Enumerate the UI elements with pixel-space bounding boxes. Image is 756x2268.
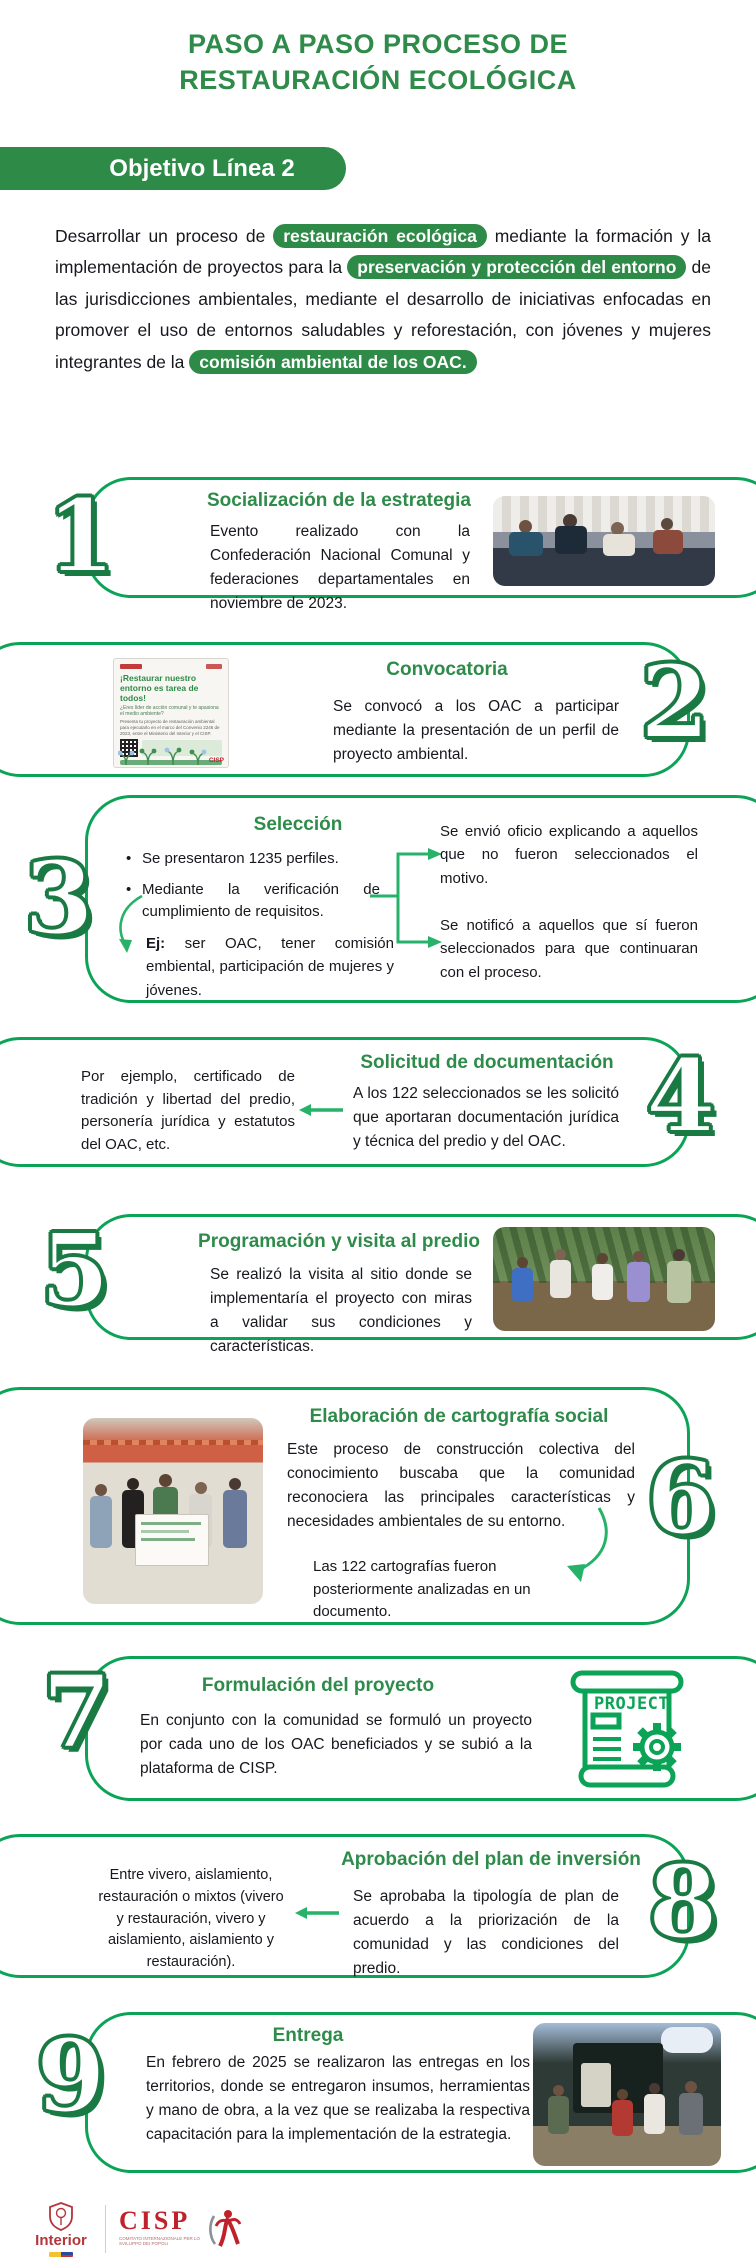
photo-torso: [90, 1496, 112, 1548]
photo-torso: [627, 1262, 650, 1302]
step7-card: [85, 1656, 756, 1801]
step3-bullets: [126, 848, 380, 932]
objective-paragraph: [55, 221, 711, 379]
photo-torso: [612, 2100, 633, 2136]
flag-blue-red: [61, 2252, 73, 2257]
photo-torso: [550, 1260, 571, 1298]
photo-person: [649, 2083, 660, 2094]
photo-roof-edge: [83, 1440, 263, 1445]
photo-torso: [667, 1261, 691, 1303]
photo-person: [553, 2085, 564, 2096]
step3-bullet-1: • Se presentaron 1235 perfiles.: [126, 848, 380, 871]
photo-torso: [512, 1268, 533, 1302]
photo-map-line: [141, 1538, 195, 1541]
step3-number: 3: [24, 839, 94, 957]
photo-person: [555, 1249, 566, 1260]
step8-body: Se aprobaba la tipología de plan de acuerdo a la priorización de la comunidad y las condiciones del predio.: [353, 1888, 619, 1978]
photo-person: [127, 1478, 139, 1490]
step2-title: Convocatoria: [386, 659, 508, 680]
step4-number: 4: [646, 1037, 716, 1155]
interior-crest-icon: [48, 2201, 74, 2231]
photo-torso: [592, 1264, 613, 1300]
step9-number: 9: [36, 2017, 106, 2135]
step5-photo: [493, 1227, 715, 1331]
step5-title: Programación y visita al predio: [198, 1231, 480, 1252]
step4-title: Solicitud de documentación: [360, 1052, 614, 1073]
poster-seedlings: [118, 745, 224, 765]
photo-torso: [223, 1490, 247, 1548]
step4-card: [0, 1037, 690, 1167]
objective-badge: Objetivo Línea 2: [0, 147, 346, 190]
curved-down-left-arrow-icon: [557, 1506, 613, 1586]
step5-number: 5: [40, 1211, 110, 1329]
photo-sacks: [581, 2063, 611, 2107]
photo-cloud: [661, 2027, 713, 2053]
step2-poster-image: [113, 658, 229, 768]
step6-body: Este proceso de construcción colectiva del conocimiento buscaba que la comunidad reconociera las principales características y necesidades ambientales de su entorno.: [287, 1441, 635, 1531]
step6-title: Elaboración de cartografía social: [309, 1406, 609, 1427]
step9-card: [85, 2012, 756, 2173]
page-title: [0, 26, 756, 99]
step6-number: 6: [646, 1439, 716, 1557]
photo-torso: [653, 530, 683, 554]
photo-torso: [548, 2096, 569, 2134]
step8-side-note: Entre vivero, aislamiento, restauración o mixtos (vivero y restauración, vivero y aislamiento, aislamiento y restauración).: [98, 1867, 284, 1970]
step3-title: Selección: [253, 814, 343, 835]
step4-side-note: Por ejemplo, certificado de tradición y libertad del predio, personería jurídica y estatutos del OAC, etc.: [81, 1068, 295, 1153]
photo-person: [517, 1257, 528, 1268]
step7-body: En conjunto con la comunidad se formuló un proyecto por cada uno de los OAC beneficiados y se subió a la plataforma de CISP.: [140, 1712, 532, 1778]
page-title-line1: PASO A PASO PROCESO DE: [187, 29, 569, 59]
photo-person: [159, 1474, 172, 1487]
step3-branch-bottom: Se notificó a aquellos que sí fueron seleccionados para que continuaran con el proceso.: [440, 917, 698, 981]
photo-map-line: [141, 1522, 201, 1525]
step1-title: Socialización de la estrategia: [207, 490, 471, 511]
step3-example-text: ser OAC, tener comisión embiental, participación de mujeres y jóvenes.: [146, 935, 394, 999]
photo-torso: [509, 532, 543, 556]
page-title-line2: RESTAURACIÓN ECOLÓGICA: [179, 65, 577, 96]
step7-title: Formulación del proyecto: [201, 1675, 435, 1696]
photo-person: [95, 1484, 107, 1496]
photo-person: [661, 518, 673, 530]
interior-logo: [30, 2201, 92, 2257]
step3-example-label: Ej:: [146, 935, 166, 952]
step6-card: [0, 1387, 690, 1625]
poster-subtitle-2: Presenta tu proyecto de restauración ambiental para ejecutarlo en el marco del Convenio 2246 de 2023, entre el Ministerio del Interior y el CISP.: [120, 719, 220, 736]
intro-seg2: mediante la formación y la implementación de proyectos para la: [55, 225, 711, 277]
step4-body: A los 122 seleccionados se les solicitó que aportaran documentación jurídica y técnica del predio y del OAC.: [353, 1085, 619, 1151]
step2-number: 2: [640, 643, 710, 761]
intro-highlight-1: restauración ecológica: [273, 224, 487, 248]
poster-subtitle-1: ¿Eres líder de acción comunal y te apasiona el medio ambiente?: [120, 705, 219, 718]
poster-headline: ¡Restaurar nuestro entorno es tarea de todos!: [120, 673, 199, 703]
step5-body: Se realizó la visita al sitio donde se implementaría el proyecto con miras a validar sus condiciones y características.: [210, 1266, 472, 1356]
colombia-flag-icon: [49, 2252, 73, 2257]
step5-card: [85, 1214, 756, 1356]
step8-number: 8: [648, 1843, 718, 1961]
photo-torso: [644, 2094, 665, 2134]
step6-photo: [83, 1418, 263, 1604]
step8-title: Aprobación del plan de inversión: [341, 1849, 641, 1870]
step3-branch-top: Se envió oficio explicando a aquellos que no fueron seleccionados el motivo.: [440, 823, 698, 887]
photo-person: [597, 1253, 608, 1264]
left-arrow-icon: [299, 1102, 345, 1118]
step8-card: [0, 1834, 690, 1978]
intro-highlight-3: comisión ambiental de los OAC.: [189, 350, 476, 374]
step1-card: [85, 477, 756, 613]
step3-card: [85, 795, 756, 1003]
step9-body: En febrero de 2025 se realizaron las entregas en los territorios, donde se entregaron insumos, herramientas y mano de obra, a la vez que se realizaba la respectiva capacitación para la implementación de la estrategia.: [146, 2054, 530, 2144]
step2-body: Se convocó a los OAC a participar mediante la presentación de un perfil de proyecto ambiental.: [333, 698, 619, 764]
photo-person: [617, 2089, 628, 2100]
photo-torso: [679, 2093, 703, 2135]
step3-bullet-2: • Mediante la verificación de cumplimiento de requisitos.: [126, 879, 380, 924]
intro-seg3: de las jurisdicciones ambientales, mediante el desarrollo de iniciativas enfocadas en promover el uso de entornos saludables y reforestación, con jóvenes y mujeres integrantes de la: [55, 257, 711, 372]
left-arrow-icon: [295, 1905, 341, 1921]
gobierno-mini-logo: [120, 664, 142, 669]
step1-body: Evento realizado con la Confederación Nacional Comunal y federaciones departamentales en noviembre de 2023.: [210, 523, 470, 613]
cisp-figure-icon: [208, 2208, 242, 2250]
cisp-logo: [119, 2208, 242, 2250]
cisp-subtitle: COMITATO INTERNAZIONALE PER LO SVILUPPO DEI POPOLI: [119, 2236, 201, 2247]
branch-bracket-arrows-icon: [368, 842, 448, 956]
seedlings-icon: [118, 745, 222, 765]
interior-mini-logo: [206, 664, 222, 669]
photo-person: [685, 2081, 697, 2093]
footer-divider: [105, 2205, 106, 2253]
photo-torso: [555, 526, 587, 554]
interior-label: Interior: [35, 2232, 87, 2249]
poster-logos: [120, 664, 222, 671]
poster-cisp-brand: CISP: [208, 757, 224, 764]
step1-number: 1: [46, 477, 116, 595]
photo-torso: [603, 534, 635, 556]
step3-example: [146, 932, 394, 1002]
photo-person: [195, 1482, 207, 1494]
cisp-logo-text: [119, 2208, 205, 2247]
step6-note: Las 122 cartografías fueron posteriormente analizadas en un documento.: [313, 1558, 531, 1620]
step1-photo: [493, 496, 715, 586]
photo-person: [633, 1251, 644, 1262]
photo-person: [229, 1478, 241, 1490]
flag-yellow: [49, 2252, 61, 2257]
photo-map-line: [141, 1530, 189, 1533]
intro-highlight-2: preservación y protección del entorno: [347, 255, 686, 279]
flag-red: [61, 2255, 73, 2258]
photo-person: [673, 1249, 685, 1261]
footer-logos: [30, 2194, 242, 2264]
step9-photo: [533, 2023, 721, 2166]
project-document-icon: [555, 1667, 705, 1795]
cisp-label: CISP: [119, 2206, 191, 2235]
intro-seg1: Desarrollar un proceso de: [55, 225, 274, 246]
step7-number: 7: [42, 1653, 112, 1771]
step2-card: [0, 642, 690, 777]
project-icon-label: PROJECT: [594, 1694, 670, 1714]
step9-title: Entrega: [272, 2025, 344, 2046]
